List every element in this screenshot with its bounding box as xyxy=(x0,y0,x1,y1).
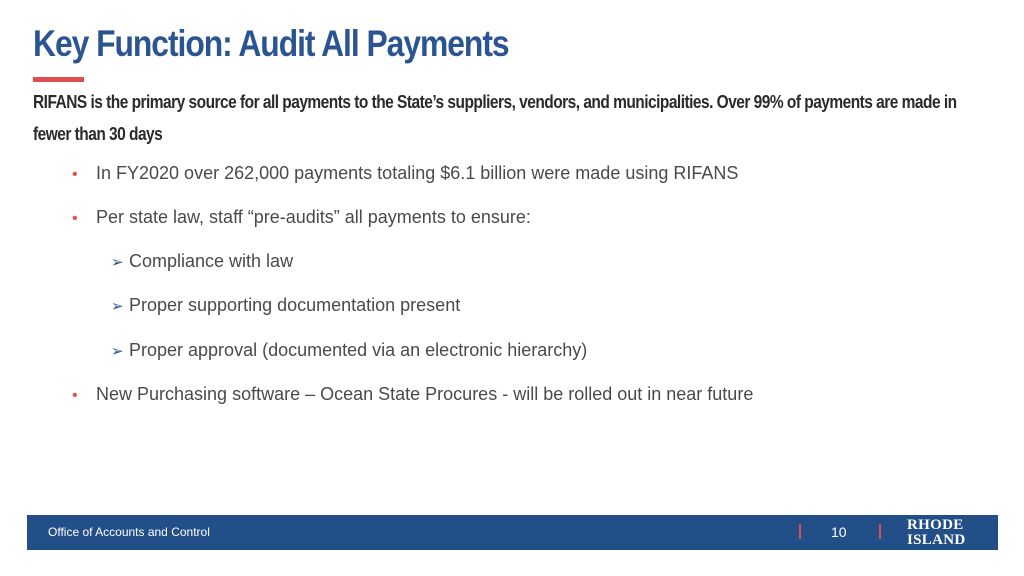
footer-divider-left xyxy=(799,524,801,539)
logo-line-2: ISLAND xyxy=(907,532,966,548)
arrow-bullet-icon: ➢ xyxy=(111,298,124,315)
bullet-dot-icon: • xyxy=(72,210,78,227)
arrow-bullet-icon: ➢ xyxy=(111,254,124,271)
rhode-island-logo xyxy=(907,518,965,548)
bullet-text: Per state law, staff “pre-audits” all payments to ensure: xyxy=(96,207,531,227)
bullet-item xyxy=(72,161,738,187)
footer-bar xyxy=(27,515,998,550)
sub-bullet-text: Proper approval (documented via an electronic hierarchy) xyxy=(129,340,588,360)
sub-bullet-text: Proper supporting documentation present xyxy=(129,295,461,315)
bullet-item xyxy=(72,205,531,231)
bullet-text: In FY2020 over 262,000 payments totaling $6.1 billion were made using RIFANS xyxy=(96,163,739,183)
sub-bullet-item xyxy=(111,293,460,319)
bullet-dot-icon: • xyxy=(72,166,78,183)
sub-bullet-text: Compliance with law xyxy=(129,251,294,271)
sub-bullet-item xyxy=(111,249,293,275)
logo-line-1: RHODE xyxy=(907,517,964,533)
footer-office-name: Office of Accounts and Control xyxy=(48,525,210,539)
arrow-bullet-icon: ➢ xyxy=(111,343,124,360)
footer-divider-right xyxy=(879,524,881,539)
bullet-dot-icon: • xyxy=(72,387,78,404)
slide-subtitle: RIFANS is the primary source for all payments to the State’s suppliers, vendors, and municipalities. Over 99% of payments are made in fewer than 30 days xyxy=(33,92,957,144)
slide-title: Key Function: Audit All Payments xyxy=(33,23,509,64)
bullet-text: New Purchasing software – Ocean State Procures - will be rolled out in near future xyxy=(96,384,754,404)
bullet-item xyxy=(72,382,753,408)
page-number: 10 xyxy=(831,524,847,540)
sub-bullet-item xyxy=(111,338,587,364)
